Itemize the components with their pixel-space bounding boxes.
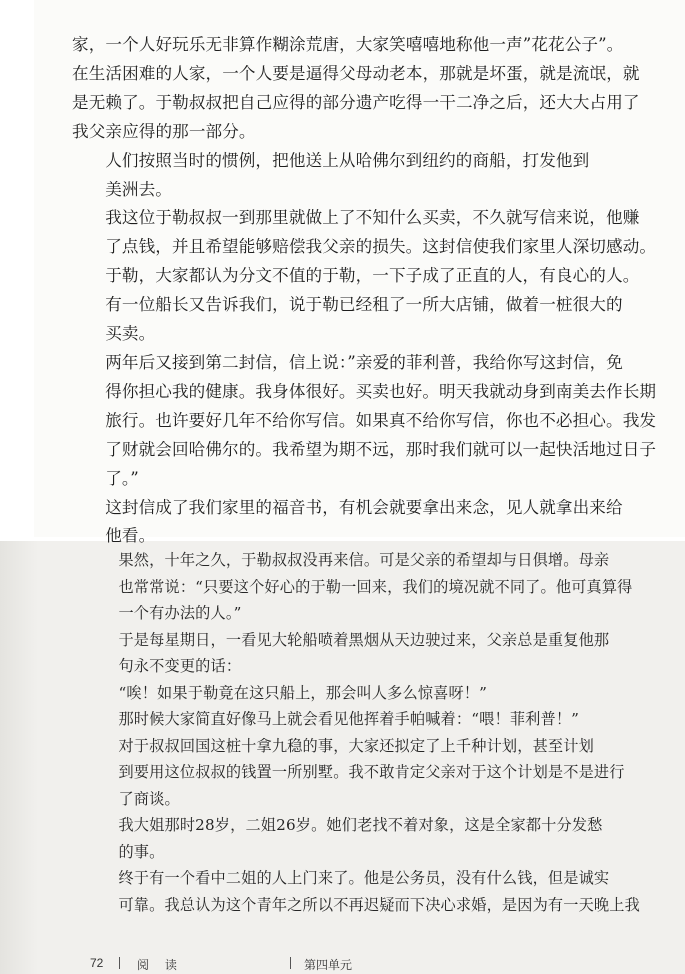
text-line: “唉！如果于勒竟在这只船上，那会叫人多么惊喜呀！” [118,683,488,702]
paragraph [72,494,680,552]
paragraph [82,680,664,707]
paragraph [72,31,680,147]
text-line: 了。” [105,468,139,488]
text-line: 家，一个人好玩乐无非算作糊涂荒唐，大家笑嘻嘻地称他一声”花花公子”。 [72,35,624,54]
text-line: 人们按照当时的惯例，把他送上从哈佛尔到纽约的商船，打发他到 [105,150,590,170]
text-line: 了商谈。 [118,789,180,808]
paragraph [82,706,664,733]
paragraph [82,865,664,918]
text-line: 我这位于勒叔叔一到那里就做上了不知什么买卖，不久就写信来说，他赚 [105,208,640,228]
top-text-block [72,31,680,551]
text-line: 我父亲应得的那一部分。 [72,121,256,141]
text-line: 于勒，大家都认为分文不值的于勒，一下子成了正直的人，有良心的人。 [105,266,640,286]
paragraph [72,349,680,494]
text-line: 旅行。也许要好几年不给你写信。如果真不给你写信，你也不必担心。我发 [105,410,657,430]
text-line: 终于有一个看中二姐的人上门来了。他是公务员，没有什么钱，但是诚实 [118,869,610,887]
text-line: 可靠。我总认为这个青年之所以不再迟疑而下决心求婚，是因为有一天晚上我 [118,895,640,914]
paragraph [82,733,664,813]
bottom-text-block [82,547,664,918]
text-line: 有一位船长又告诉我们，说于勒已经租了一所大店铺，做着一桩很大的 [105,295,623,315]
text-line: 那时候大家简直好像马上就会看见他挥着手帕喊着：“喂！菲利普！” [118,710,580,728]
text-line: 到要用这位叔叔的钱置一所别墅。我不敢肯定父亲对于这个计划是不是进行 [118,763,625,781]
text-line: 在生活困难的人家，一个人要是逼得父母动老本，那就是坏蛋，就是流氓，就 [72,63,640,83]
unit-label: 第四单元 [304,958,353,972]
text-line: 于是每星期日，一看见大轮船喷着黑烟从天边驶过来，父亲总是重复他那 [118,630,610,649]
text-line: 一个有办法的人。” [118,604,242,622]
paragraph [82,627,664,680]
section-title: 阅 读 [137,958,183,972]
page-number: 72 [90,956,104,970]
text-line: 了点钱，并且希望能够赔偿我父亲的损失。这封信使我们家里人深切感动。 [105,237,657,257]
text-line: 对于叔叔回国这桩十拿九稳的事，大家还拟定了上千种计划，甚至计划 [118,736,594,755]
text-line: 也常常说：“只要这个好心的于勒一回来，我们的境况就不同了。他可真算得 [118,577,633,596]
paragraph [72,204,680,291]
text-line: 得你担心我的健康。我身体很好。买卖也好。明天我就动身到南美去作长期 [105,381,657,401]
text-line: 美洲去。 [105,179,172,199]
text-line: 了财就会回哈佛尔的。我希望为期不远，那时我们就可以一起快活地过日子 [105,439,657,459]
paragraph [82,547,664,627]
text-line: 两年后又接到第二封信，信上说：”亲爱的菲利普，我给你写这封信，免 [105,352,623,372]
text-line: 果然，十年之久，于勒叔叔没再来信。可是父亲的希望却与日俱增。母亲 [118,551,610,569]
text-line: 是无赖了。于勒叔叔把自己应得的部分遗产吃得一干二净之后，还大大占用了 [72,92,640,112]
text-line: 买卖。 [105,324,156,344]
text-line: 句永不变更的话： [118,657,242,675]
footer-divider [119,957,120,969]
text-line: 的事。 [118,842,165,861]
paragraph [72,147,680,205]
paragraph [82,812,664,865]
text-line: 这封信成了我们家里的福音书，有机会就要拿出来念，见人就拿出来给 [105,497,623,517]
text-line: 我大姐那时28岁，二姐26岁。她们老找不着对象，这是全家都十分发愁 [118,816,603,834]
paragraph [72,291,680,349]
footer-divider [290,957,291,969]
text-line: 他看。 [105,526,156,546]
page-footer [0,956,685,974]
